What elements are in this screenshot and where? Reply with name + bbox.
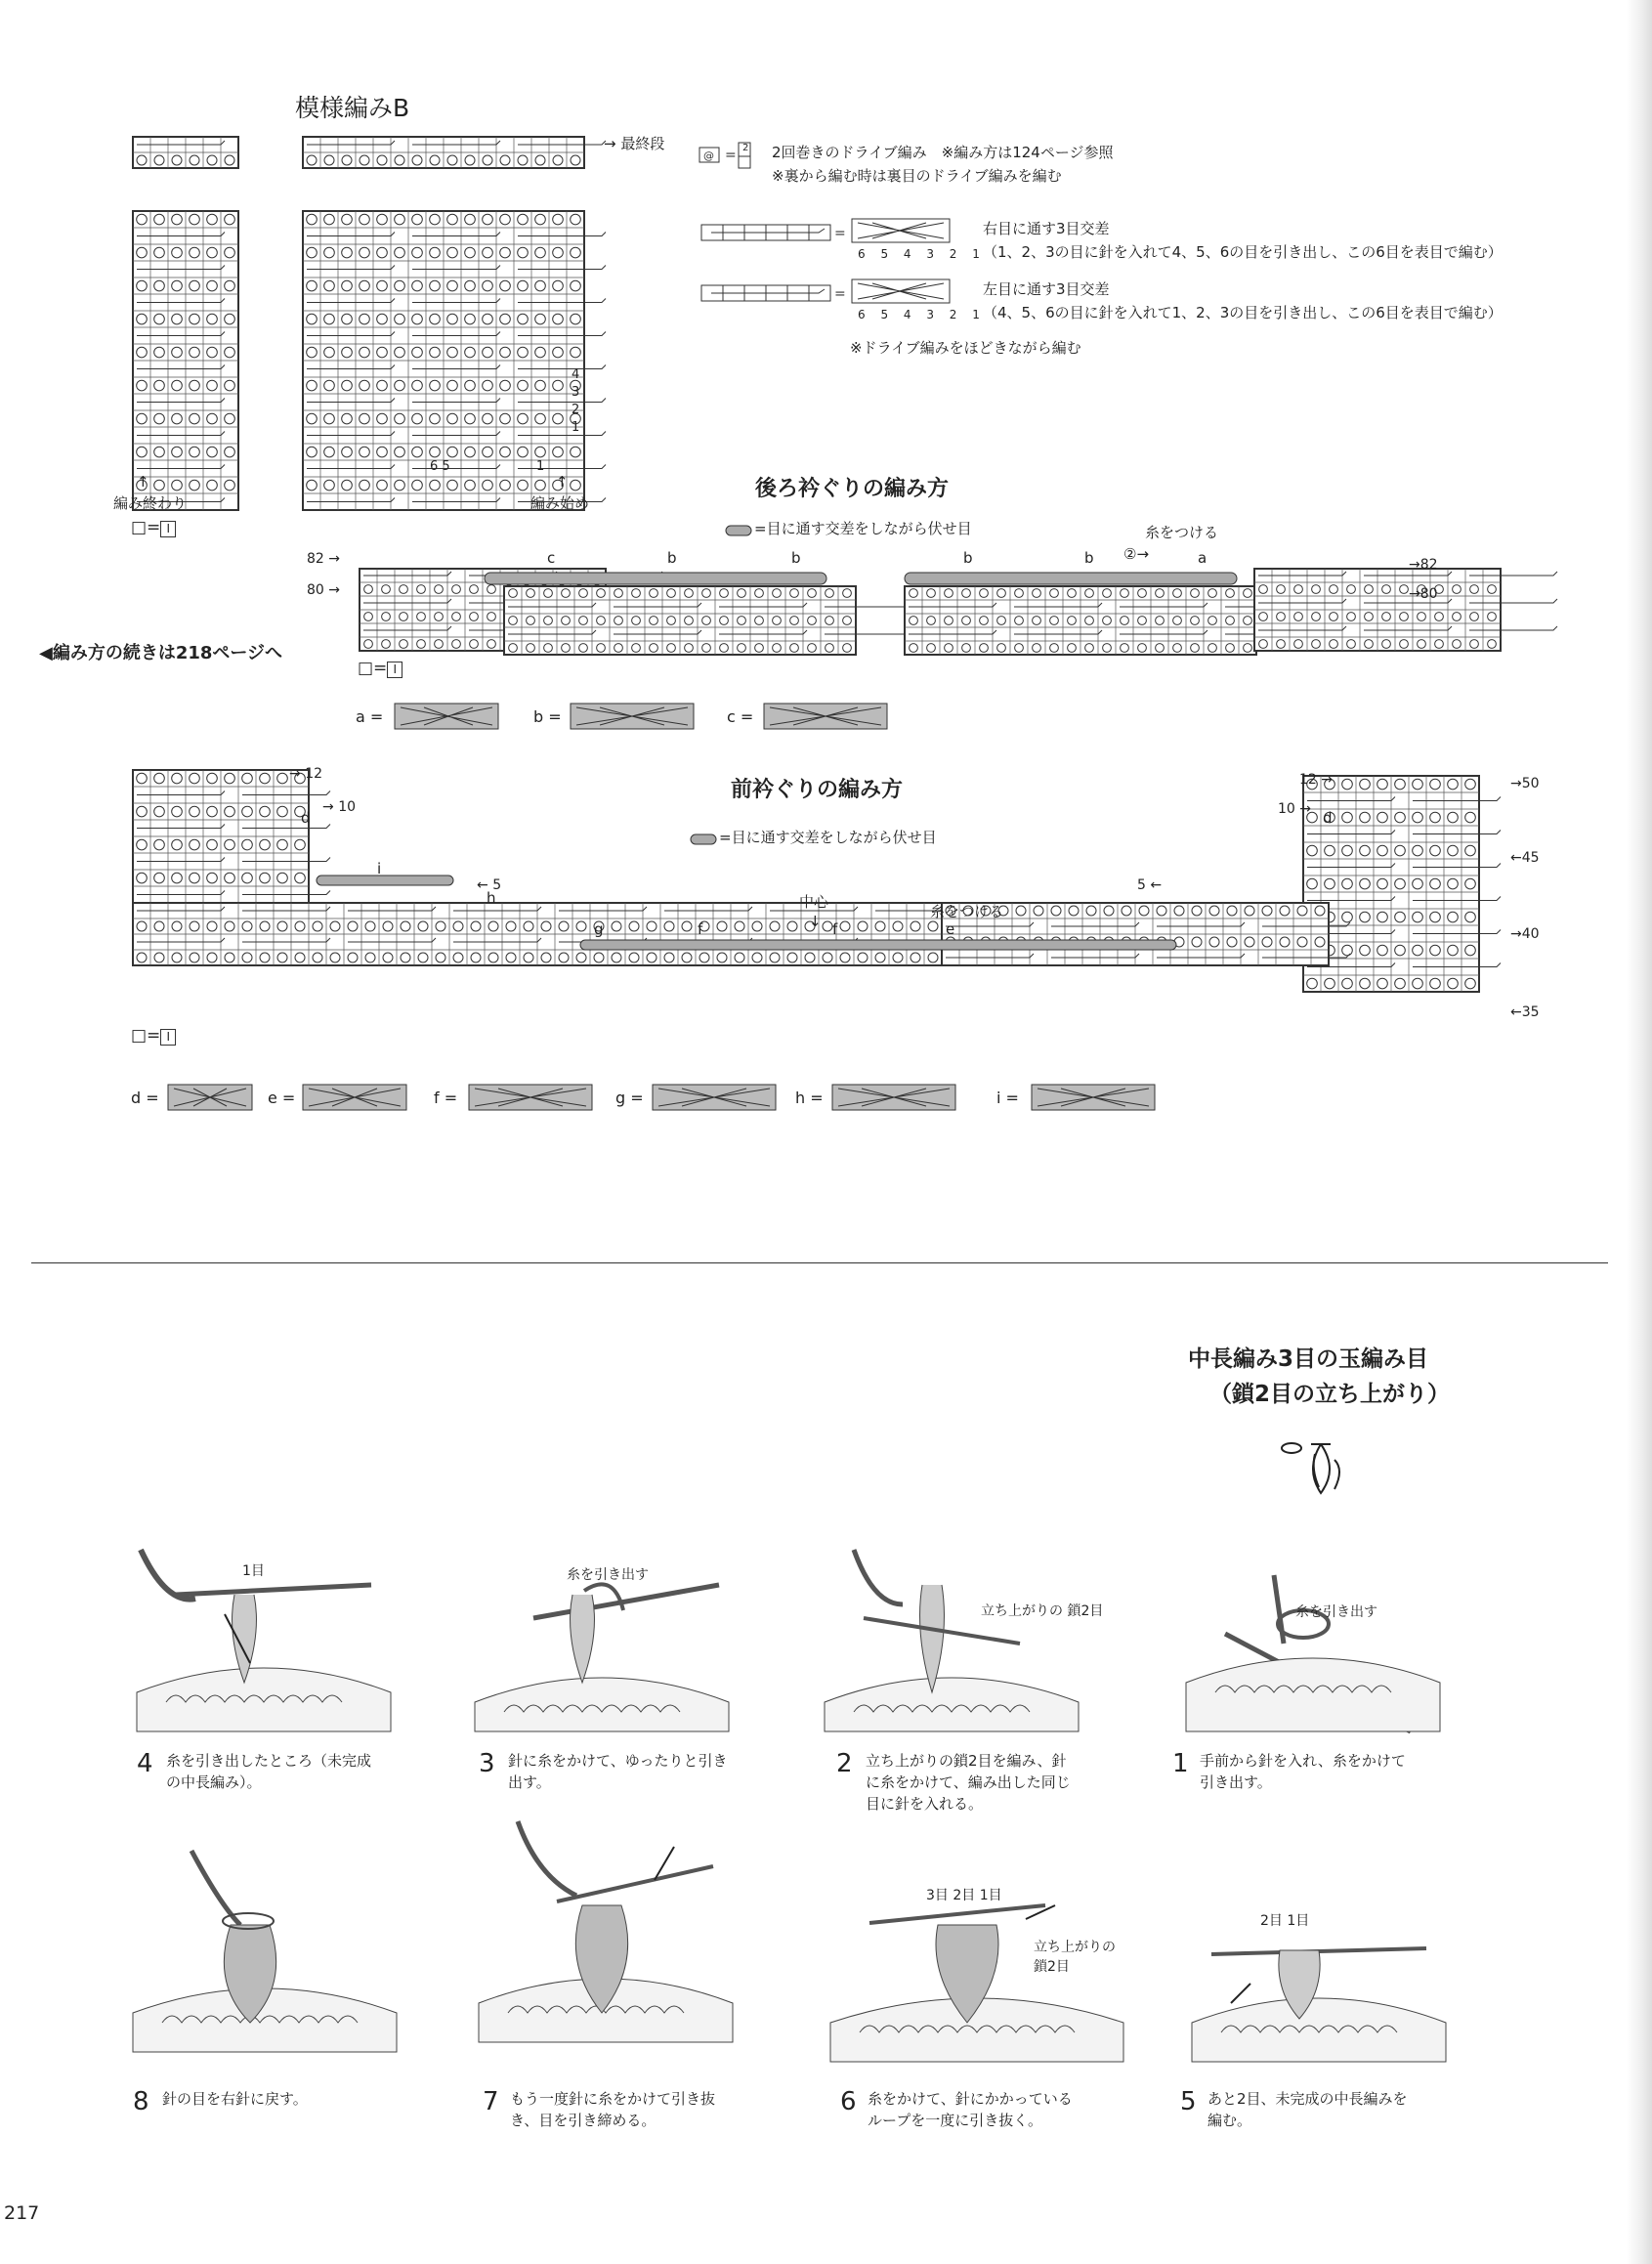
arrow-up-right: ↑ [556,473,569,491]
front-row-5-right: 5 ← [1137,877,1163,893]
back-neck-chart [358,551,1413,659]
back-bindoff-legend: =目に通す交差をしながら伏せ目 [754,520,972,537]
row-number-2: 2 [572,403,580,417]
front-key-e: e = [268,1089,296,1107]
step-6-label: 3目 2目 1目 [926,1888,1002,1903]
back-neck-title: 後ろ衿ぐりの編み方 [755,477,950,501]
back-label-b1: b [667,549,677,567]
left-cross-numbers: 6 5 4 3 2 1 [858,308,986,321]
step-8-number: 8 [133,2087,149,2116]
left-cross-title: 左目に通す3目交差 [983,280,1110,298]
crochet-title-2: （鎖2目の立ち上がり） [1209,1382,1451,1407]
col-number-1: 1 [536,459,545,474]
front-key-g: g = [615,1089,644,1107]
back-key-a-symbol [395,702,502,731]
front-attach-yarn: 糸をつける [930,903,1004,920]
front-label-e: e [946,920,955,938]
row-number-3: 3 [572,385,580,400]
unravel-note: ※ドライブ編みをほどきながら編む [850,339,1081,357]
front-row-10-left: → 10 [322,799,357,815]
back-key-c-symbol [764,702,891,731]
back-key-c: c = [727,707,754,726]
step-1-text: 手前から針を入れ、糸をかけて 引き出す。 [1200,1752,1406,1791]
step-4-text: 糸を引き出したところ（未完成 の中長編み）。 [166,1752,372,1791]
step-7-number: 7 [483,2087,499,2116]
back-label-b2: b [791,549,801,567]
start-label: 編み始め [530,494,590,512]
step-2-number: 2 [836,1749,853,1778]
pattern-b-chart [131,135,600,477]
front-row-5-left: ← 5 [477,877,502,893]
front-label-g: g [594,920,604,938]
front-key-e-symbol [303,1083,410,1112]
front-label-f-left: f [698,920,703,938]
step-2-illustration [825,1546,1079,1731]
step-7-illustration [479,1817,733,2042]
right-cross-title: 右目に通す3目交差 [983,220,1110,237]
step-3-text: 針に糸をかけて、ゆったりと引き 出す。 [508,1752,728,1791]
drive-count: 2 [742,143,749,153]
continue-note: ◀編み方の続きは218ページへ [39,643,283,663]
arrow-up-left: ↑ [137,473,149,491]
front-center-label: 中心 [799,893,829,911]
row-number-4: 4 [572,367,580,382]
row-number-1: 1 [572,420,580,435]
front-label-h: h [487,889,496,907]
step-2-text: 立ち上がりの鎖2目を編み、針 に糸をかけて、編み出した同じ 目に針を入れる。 [866,1752,1071,1813]
step-3-number: 3 [479,1749,495,1778]
back-key-b: b = [533,707,562,726]
front-legend-purl: □= I [131,1026,176,1046]
front-key-f: f = [434,1089,458,1107]
front-label-f-right: f [832,920,838,938]
svg-text:=: = [834,226,846,241]
front-neck-title: 前衿ぐりの編み方 [731,778,904,802]
step-3-label: 糸を引き出す [567,1567,649,1583]
front-key-i: i = [996,1089,1019,1107]
puff-stitch-symbol-icon [1280,1440,1368,1499]
step-4-number: 4 [137,1749,153,1778]
front-key-d: d = [131,1089,159,1107]
page-number: 217 [4,2202,40,2224]
drive-note: ※裏から編む時は裏目のドライブ編みを編む [772,167,1062,185]
step-5-label: 2目 1目 [1260,1913,1310,1929]
front-label-d-left: d [301,809,311,827]
svg-text:=: = [834,286,846,302]
front-label-d-right: d [1323,809,1333,827]
back-legend-purl: □= I [358,659,402,678]
front-key-d-symbol [168,1083,256,1112]
end-label: 編み終わり [113,494,188,512]
back-row-80-left: 80 → [307,582,341,598]
back-row-82-right: →82 [1409,557,1438,573]
last-row-label: → 最終段 [604,135,665,152]
legend-purl: □= I [131,518,176,537]
front-row-12-left: → 12 [289,766,323,782]
front-row-12-right: 12 → [1299,772,1334,788]
back-key-b-symbol [571,702,698,731]
bindoff-pill-icon [725,524,754,537]
step-8-illustration [133,1847,397,2052]
front-row-40: →40 [1510,926,1540,942]
step-1-number: 1 [1172,1749,1189,1778]
back-key-a: a = [356,707,384,726]
step-6-number: 6 [840,2087,857,2116]
back-label-b4: b [1084,549,1094,567]
crochet-title-1: 中長編み3目の玉編み目 [1188,1346,1429,1372]
right-cross-numbers: 6 5 4 3 2 1 [858,247,986,261]
front-key-g-symbol [653,1083,780,1112]
step-6-text: 糸をかけて、針にかかっている ループを一度に引き抜く。 [868,2090,1073,2129]
front-row-45: ←45 [1510,850,1540,866]
drive-text: 2回巻きのドライブ編み ※編み方は124ページ参照 [772,144,1114,161]
step-4-label: 1目 [242,1563,265,1579]
back-row-80-right: →80 [1409,586,1438,602]
svg-text:@: @ [703,150,714,162]
back-attach-yarn: 糸をつける [1145,524,1219,541]
section-divider [31,1262,1608,1263]
drive-stitch-symbol [699,143,748,172]
step-1-illustration [1186,1556,1440,1731]
front-row-50: →50 [1510,776,1540,791]
back-label-b3: b [963,549,973,567]
svg-text:=: = [725,148,737,163]
front-label-i: i [377,860,382,877]
step-6-label2: 立ち上がりの 鎖2目 [1034,1940,1116,1975]
front-key-i-symbol [1032,1083,1159,1112]
right-cross-desc: （1、2、3の目に針を入れて4、5、6の目を引き出し、この6目を表目で編む） [983,243,1503,261]
step-5-illustration [1192,1905,1446,2062]
step-2-label: 立ち上がりの 鎖2目 [981,1603,1104,1619]
step-7-text: もう一度針に糸をかけて引き抜 き、目を引き締める。 [510,2090,716,2129]
front-center-arrow: ↓ [809,913,822,930]
step-5-text: あと2目、未完成の中長編みを 編む。 [1207,2090,1408,2129]
front-key-f-symbol [469,1083,596,1112]
pattern-b-title: 模様編みB [295,94,410,122]
front-bindoff-legend: =目に通す交差をしながら伏せ目 [719,829,937,846]
front-row-35: ←35 [1510,1004,1540,1020]
step-8-text: 針の目を右針に戻す。 [162,2090,308,2108]
step-1-label: 糸を引き出す [1295,1604,1377,1620]
front-key-h-symbol [832,1083,959,1112]
back-circle-2: ②→ [1123,545,1150,563]
left-cross-desc: （4、5、6の目に針を入れて1、2、3の目を引き出し、この6目を表目で編む） [983,304,1503,321]
step-5-number: 5 [1180,2087,1197,2116]
back-row-82-left: 82 → [307,551,341,567]
back-label-c: c [547,549,556,567]
col-numbers-65: 6 5 [430,459,450,474]
page-edge [1627,0,1652,2264]
front-key-h: h = [795,1089,824,1107]
front-row-10-right: 10 → [1278,801,1312,817]
back-label-a: a [1198,549,1207,567]
